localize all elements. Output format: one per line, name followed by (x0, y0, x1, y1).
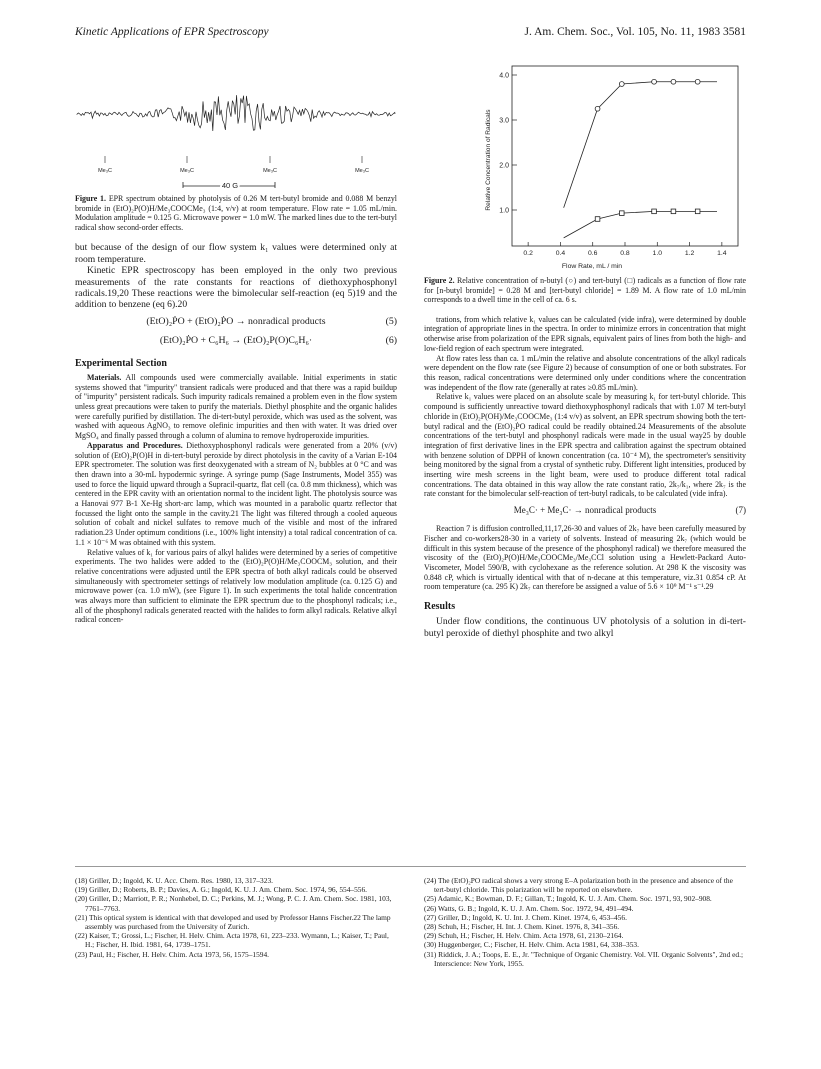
left-column (75, 60, 397, 625)
x-tick-label: 0.8 (620, 250, 630, 257)
reference-item: (28) Schuh, H.; Fischer, H. Int. J. Chem. Kinet. 1976, 8, 341–356. (424, 922, 620, 932)
y-tick-label: 2.0 (499, 162, 509, 170)
figure-1-caption (75, 194, 397, 232)
x-tick-label: 0.6 (587, 250, 598, 257)
paragraph: Kinetic EPR spectroscopy has been employed in the only two previous measurements of the rate constants for reactions of diethoxyphosphonyl radicals.19,20 These reactions were the bimolecular self-reaction (eq 5)19 and the addition to benzene (eq 6).20 (75, 265, 397, 311)
figure-2-caption-text: Relative concentration of n-butyl (○) and tert-butyl (□) radicals as a function of flow rate for [n-butyl bromide] = 0.28 M and [tert-butyl chloride] = 1.89 M. A flow rate of 1.0 mL/min corresponds to a dwell time in the cell of ca. 6 s. (424, 276, 746, 305)
apparatus-label: Apparatus and Procedures. (87, 440, 183, 450)
materials-label: Materials. (87, 372, 122, 382)
equation-6-text: (EtO)₂ṖO + C₆H₆ → (EtO)₂P(O)C₆H₆· (159, 334, 313, 346)
x-tick-label: 1.0 (652, 250, 663, 257)
paragraph-apparatus (75, 441, 397, 548)
footnote-rule (75, 866, 746, 867)
x-axis-label: Flow Rate, mL / min (561, 263, 623, 270)
reference-item: (22) Kaiser, T.; Grossi, L.; Fischer, H. Helv. Chim. Acta 1978, 61, 223–233. Wymann, L.; Kaiser, T.; Paul, H.; Fischer, H. Ibid. 1981, 64, 1739–1751. (75, 931, 389, 950)
scale-bar-label: 40 G (221, 181, 239, 188)
marker-label: Me₃C (263, 168, 277, 174)
reference-item: (23) Paul, H.; Fischer, H. Helv. Chim. Acta 1973, 56, 1575–1594. (75, 949, 270, 959)
marker-label: Me₃C (98, 168, 112, 174)
marker-label: Me₃C (180, 168, 194, 174)
y-axis-label: Relative Concentration of Radicals (485, 109, 492, 211)
figure-2 (424, 60, 746, 270)
tert-butyl-data-point (695, 209, 700, 214)
equation-5-text: (EtO)₂ṖO + (EtO)₂ṖO → nonradical products (146, 315, 326, 327)
equation-6-number: (6) (385, 334, 397, 346)
reference-item: (18) Griller, D.; Ingold, K. U. Acc. Chem. Res. 1980, 13, 317–323. (75, 876, 273, 885)
running-header (75, 26, 746, 42)
reference-item: (19) Griller, D.; Roberts, B. P.; Davies, A. G.; Ingold, K. U. J. Am. Chem. Soc. 1974, 96, 554–556. (75, 885, 368, 895)
tert-butyl-data-point (619, 211, 624, 216)
reference-item: (26) Watts, G. B.; Ingold, K. U. J. Am. Chem. Soc. 1972, 94, 491–494. (424, 903, 634, 913)
reference-item: (21) This optical system is identical with that developed and used by Professor Hanns Fischer.22 The lamp assembly was purchased from the University of Zurich. (75, 912, 391, 932)
reference-item: (20) Griller, D.; Marriott, P. R.; Nonhebel, D. C.; Perkins, M. J.; Wong, P. C. J. Am. Chem. Soc. 1981, 103, 7761–7763. (75, 894, 392, 913)
paragraph-materials (75, 373, 397, 441)
equation-7-text: Me₃C· + Me₃C· → nonradical products (513, 505, 657, 516)
x-tick-label: 0.2 (523, 250, 533, 257)
flow-rate-chart (424, 60, 746, 270)
n-butyl-data-point (671, 79, 676, 84)
paragraph: Under flow conditions, the continuous UV photolysis of a solution in di-tert-butyl peroxide of diethyl phosphite and two alkyl (424, 616, 746, 639)
reference-item: (27) Griller, D.; Ingold, K. U. Int. J. Chem. Kinet. 1974, 6, 453–456. (424, 912, 627, 922)
x-tick-label: 1.4 (717, 250, 727, 257)
paragraph: but because of the design of our flow system k₁ values were determined only at room temperature. (75, 242, 397, 265)
n-butyl-data-point (652, 79, 657, 84)
reference-item: (31) Riddick, J. A.; Toops, E. E., Jr. "Technique of Organic Chemistry. Vol. VII. Organic Solvents", 2nd ed.; Interscience: New York, 1955. (424, 949, 744, 968)
equation-5 (75, 317, 397, 330)
marker-label: Me₃C (355, 168, 369, 174)
tert-butyl-data-point (671, 209, 676, 214)
equation-7 (424, 505, 746, 518)
tert-butyl-series-line (564, 211, 717, 238)
materials-text: All compounds used were commercially available. Initial experiments in static systems showed that "impurity" transient radicals were produced and that there was a rapid buildup of "impurity" persistent radicals. Such impurity radicals remained a problem even in the flow system unless great precautions were taken to purify the materials. Diethyl phosphite and the organic halides were carefully purified by distillation. The di-tert-butyl peroxide, which was used as the solvent, was washed with aqueous AgNO₃ to remove olefinic impurities and then with water. It was dried over MgSO₄ and finally passed through a column of alumina to remove hydroperoxide impurities. (75, 372, 397, 441)
apparatus-text: Diethoxyphosphonyl radicals were generated from a 20% (v/v) solution of (EtO)₂P(O)H in di-tert-butyl peroxide by direct photolysis in the cavity of a Varian E-104 EPR spectrometer. The solution was first deoxygenated with a stream of N₂ bubbles at 0 °C and was then drawn into a 30-mL hypodermic syringe. A syringe pump (Sage Instruments, Model 355) was used to force the liquid upward through a Supracil-quartz, flat cell (ca. 0.8 mm thickness), which was centered in the EPR cavity with an orientation normal to the incident light. The photolysis source was a Hanovai 977 B-1 Xe-Hg short-arc lamp, which was mounted in a parabolic quartz reflector that focussed the light onto the sample in the cavity.21 The light was filtered through a cooled aqueous solution of cobalt and nickel sulfates to remove much of the visible and most of the infrared radiation.23 Under optimum conditions (i.e., 100% light intensity) a total radical concentration of ca. 1.1 × 10⁻⁶ M was obtained with this system. (75, 440, 397, 547)
n-butyl-data-point (619, 82, 624, 87)
paragraph: At flow rates less than ca. 1 mL/min the relative and absolute concentrations of the alkyl radicals were dependent on the flow rate (see Figure 2) because of consumption of one or both substrates. For this reason, radical concentrations were determined only under conditions where the concentration was independent of the flow rate (generally at rates ≥0.85 mL/min). (424, 353, 746, 392)
reference-item: (30) Huggenberger, C.; Fischer, H. Helv. Chim. Acta 1981, 64, 338–353. (424, 940, 639, 950)
references-right (424, 876, 746, 968)
figure-1-caption-label: Figure 1. (75, 194, 106, 203)
paragraph: trations, from which relative k₁ values can be calculated (vide infra), were determined by double integration of appropriate lines in the spectra. In order to minimize errors in concentration that might otherwise arise from polarization of the EPR signals, equivalent pairs of lines from both the high- and low-field region of each spectrum were integrated. (424, 314, 746, 353)
x-tick-label: 0.4 (555, 250, 566, 257)
n-butyl-data-point (595, 106, 600, 111)
figure-1 (75, 60, 397, 188)
equation-7-number: (7) (735, 505, 746, 516)
paragraph: Reaction 7 is diffusion controlled,11,17,26-30 and values of 2k₇ have been carefully measured by Fischer and co-workers28-30 in a variety of solvents. Instead of measuring 2k₇ (which would be difficult in this system because of the presence of the phosphonyl radical) we therefore measured the viscosity of the (EtO)₂P(O)H/Me₃COOCMe₃/Me₃CCl solution using a Hewlett-Packard Auto-Viscometer, Model 590/B, with cyclohexane as the reference solution. At 298 K the viscosity was 0.848 cP, which is virtually identical with that of n-decane at this temperature, viz.31 0.854 cP. At room temperature (ca. 295 K) 2k₇ can therefore be assigned a value of 5.6 × 10⁹ M⁻¹ s⁻¹.29 (424, 524, 746, 592)
plot-frame (512, 66, 738, 246)
x-tick-label: 1.2 (684, 250, 695, 257)
right-column (424, 60, 746, 639)
reference-item: (25) Adamic, K.; Bowman, D. F.; Gillan, T.; Ingold, K. U. J. Am. Chem. Soc. 1971, 93, 902–908. (424, 894, 712, 904)
reference-item: (29) Schuh, H.; Fischer, H. Helv. Chim. Acta 1978, 61, 2130–2164. (424, 931, 624, 941)
figure-2-caption-label: Figure 2. (424, 276, 455, 285)
figure-2-caption (424, 276, 746, 305)
tert-butyl-data-point (652, 209, 657, 214)
y-tick-label: 1.0 (499, 207, 509, 215)
epr-spectrum-trace (77, 95, 395, 131)
running-title: Kinetic Applications of EPR Spectroscopy (75, 26, 269, 38)
section-heading-experimental: Experimental Section (75, 357, 167, 369)
y-tick-label: 4.0 (499, 72, 509, 80)
journal-citation: J. Am. Chem. Soc., Vol. 105, No. 11, 1983 3581 (524, 26, 746, 38)
section-heading-results: Results (424, 601, 456, 613)
paragraph: Relative values of k₁ for various pairs of alkyl halides were determined by a series of competitive experiments. The two halides were added to the (EtO)₂P(O)H/Me₃COOCM₃ solution, and their relative concentrations were adjusted until the EPR spectra of both alkyl radicals could be observed simultaneously with spectrometer settings of relatively low modulation amplitude (ca. 0.125 G) and microwave power (ca. 1.0 mW), (see Figure 1). In such experiments the total halide concentration was always more than sufficient to eliminate the EPR spectrum due to the phosphonyl radicals; i.e., all of the phosphonyl radicals generated reacted with the halides to form alkyl radicals. Relative alkyl radical concen- (75, 547, 397, 625)
epr-spectrum-figure (75, 60, 397, 188)
paragraph: Relative k₁ values were placed on an absolute scale by measuring k₁ for tert-butyl chloride. This compound is sufficiently unreactive toward diethoxyphosphonyl radicals that with 1.07 M tert-butyl chloride in (EtO)₂P(OH)/Me₃COOCMe₃ (1:4 v/v) as solvent, an EPR spectrum showing both the tert-butyl radical and the (EtO)₂ṖO radical could be readily obtained.24 Measurements of the absolute concentrations of the tert-butyl and phosphonyl radicals were made in the usual way25 by double integration of first derivative lines in the EPR spectra and calibration against the spectrum obtained with benzene solution of DPPH of known concentration (ca. 10⁻⁴ M), the spectrometer's sensitivity being monitored by the signal from a crystal of synthetic ruby. Different light intensities, produced by inserting wire mesh screens in the light beam, were used to produce different total radical concentrations. The data obtained in this way allow the rate constant ratio, 2k₇/k₁, where 2k₇ is the rate constant for the bimolecular self-reaction of tert-butyl radicals, to be calculated (vide infra). (424, 392, 746, 499)
figure-1-caption-text: EPR spectrum obtained by photolysis of 0.26 M tert-butyl bromide and 0.088 M benzyl bromide in (EtO)₂P(O)H/Me₃COOCMe₃ (1:4, v/v) at room temperature. Flow rate = 1.05 mL/min. Modulation amplitude = 0.125 G. Microwave power = 1.0 mW. The marked lines due to the tert-butyl radical show second-order effects. (75, 194, 398, 232)
equation-6 (75, 336, 397, 349)
n-butyl-series-line (564, 82, 717, 208)
tert-butyl-data-point (595, 217, 600, 222)
reference-item: (24) The (EtO)₂PO radical shows a very strong E–A polarization both in the presence and absence of the tert-butyl chloride. This polarization will be reported on elsewhere. (424, 876, 733, 895)
equation-5-number: (5) (385, 315, 397, 327)
y-tick-label: 3.0 (499, 117, 509, 125)
n-butyl-data-point (695, 79, 700, 84)
references-left (75, 876, 397, 959)
